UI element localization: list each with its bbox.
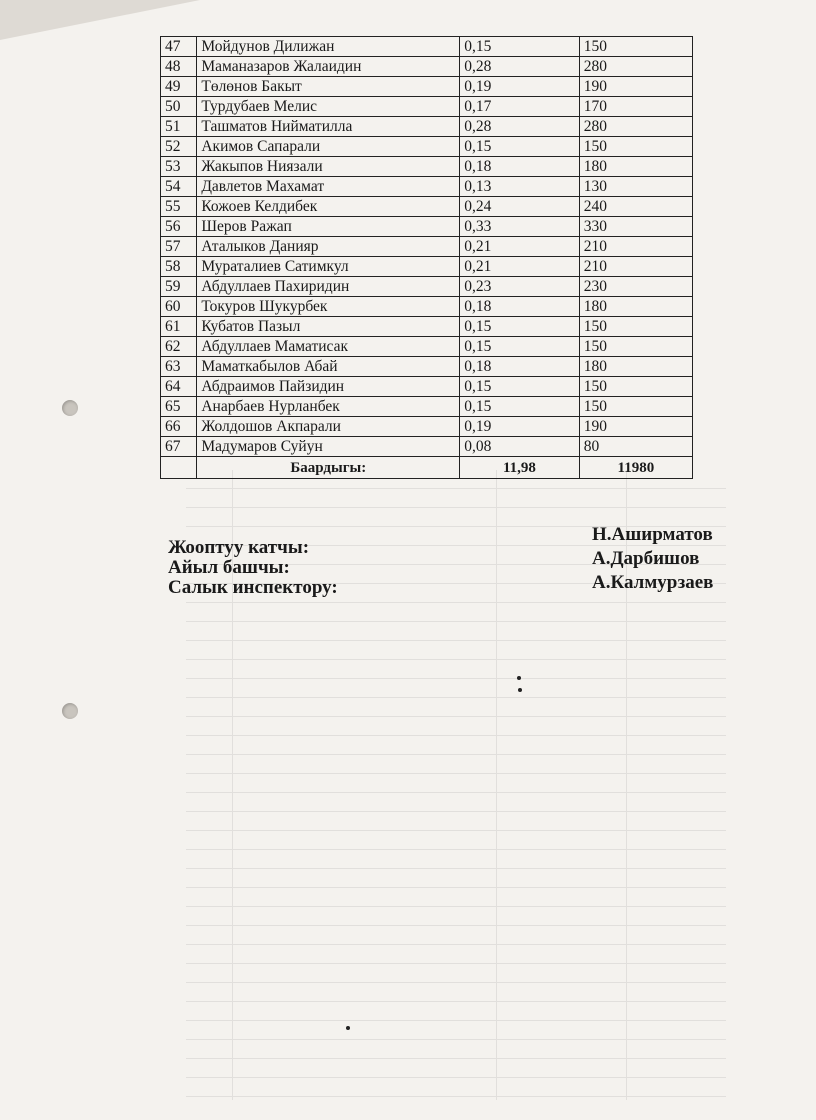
- table-row: [161, 277, 693, 297]
- ink-dot: [518, 688, 522, 692]
- name-secretary: Н.Аширматов: [592, 524, 713, 545]
- row-number: 57: [161, 237, 197, 257]
- taxpayer-name: Давлетов Махамат: [197, 177, 460, 197]
- taxpayer-name: Маманазаров Жалаидин: [197, 57, 460, 77]
- name-village-head: А.Дарбишов: [592, 548, 700, 569]
- tax-rate: 0,15: [460, 377, 579, 397]
- tax-rate: 0,21: [460, 237, 579, 257]
- row-number: 59: [161, 277, 197, 297]
- role-secretary: Жооптуу катчы:: [168, 537, 310, 558]
- total-label: Баардыгы:: [197, 457, 460, 479]
- table-row: [161, 217, 693, 237]
- signature-names: [592, 523, 713, 595]
- tax-sum: 80: [579, 437, 692, 457]
- row-number: 63: [161, 357, 197, 377]
- table-row: [161, 317, 693, 337]
- row-number: 60: [161, 297, 197, 317]
- tax-sum: 150: [579, 377, 692, 397]
- total-row: [161, 457, 693, 479]
- ink-dot: [346, 1026, 350, 1030]
- table-row: [161, 397, 693, 417]
- tax-rate: 0,08: [460, 437, 579, 457]
- table-row: [161, 417, 693, 437]
- table-row: [161, 177, 693, 197]
- row-number: 64: [161, 377, 197, 397]
- taxpayer-name: Абдуллаев Маматисак: [197, 337, 460, 357]
- ink-dot: [517, 676, 521, 680]
- tax-sum: 150: [579, 37, 692, 57]
- row-number: 53: [161, 157, 197, 177]
- taxpayer-name: Анарбаев Нурланбек: [197, 397, 460, 417]
- tax-rate: 0,18: [460, 357, 579, 377]
- tax-sum: 240: [579, 197, 692, 217]
- tax-rate: 0,15: [460, 137, 579, 157]
- tax-sum: 230: [579, 277, 692, 297]
- taxpayer-name: Шеров Ражап: [197, 217, 460, 237]
- tax-sum: 150: [579, 317, 692, 337]
- table-row: [161, 77, 693, 97]
- taxpayer-table: [160, 36, 693, 479]
- punch-hole-top: [62, 400, 78, 416]
- row-number: 52: [161, 137, 197, 157]
- table-row: [161, 197, 693, 217]
- table-row: [161, 297, 693, 317]
- row-number: 67: [161, 437, 197, 457]
- taxpayer-name: Мойдунов Дилижан: [197, 37, 460, 57]
- tax-rate: 0,15: [460, 317, 579, 337]
- row-number: 49: [161, 77, 197, 97]
- row-number: 54: [161, 177, 197, 197]
- tax-rate: 0,17: [460, 97, 579, 117]
- taxpayer-name: Аталыков Данияр: [197, 237, 460, 257]
- tax-sum: 280: [579, 57, 692, 77]
- tax-sum: 150: [579, 337, 692, 357]
- tax-rate: 0,18: [460, 297, 579, 317]
- punch-hole-bottom: [62, 703, 78, 719]
- row-number: 61: [161, 317, 197, 337]
- taxpayer-name: Жакыпов Ниязали: [197, 157, 460, 177]
- tax-rate: 0,21: [460, 257, 579, 277]
- tax-rate: 0,13: [460, 177, 579, 197]
- tax-rate: 0,33: [460, 217, 579, 237]
- tax-rate: 0,15: [460, 337, 579, 357]
- tax-sum: 210: [579, 237, 692, 257]
- taxpayer-name: Кубатов Пазыл: [197, 317, 460, 337]
- taxpayer-name: Төлөнов Бакыт: [197, 77, 460, 97]
- signature-roles: [168, 538, 338, 598]
- total-rate: 11,98: [460, 457, 579, 479]
- table-row: [161, 357, 693, 377]
- tax-sum: 150: [579, 397, 692, 417]
- row-number: 65: [161, 397, 197, 417]
- role-tax-inspector: Салык инспектору:: [168, 577, 338, 598]
- table-row: [161, 137, 693, 157]
- table-row: [161, 157, 693, 177]
- tax-rate: 0,28: [460, 117, 579, 137]
- row-number: 48: [161, 57, 197, 77]
- tax-sum: 330: [579, 217, 692, 237]
- tax-sum: 170: [579, 97, 692, 117]
- table-row: [161, 97, 693, 117]
- total-num-cell: [161, 457, 197, 479]
- tax-sum: 180: [579, 157, 692, 177]
- tax-rate: 0,15: [460, 397, 579, 417]
- table-row: [161, 57, 693, 77]
- table-row: [161, 377, 693, 397]
- table-row: [161, 117, 693, 137]
- folded-corner: [0, 0, 200, 40]
- row-number: 56: [161, 217, 197, 237]
- taxpayer-name: Жолдошов Акпарали: [197, 417, 460, 437]
- tax-sum: 130: [579, 177, 692, 197]
- row-number: 55: [161, 197, 197, 217]
- tax-sum: 280: [579, 117, 692, 137]
- taxpayer-name: Кожоев Келдибек: [197, 197, 460, 217]
- taxpayer-name: Мадумаров Суйун: [197, 437, 460, 457]
- tax-sum: 210: [579, 257, 692, 277]
- taxpayer-name: Мураталиев Сатимкул: [197, 257, 460, 277]
- taxpayer-name: Турдубаев Мелис: [197, 97, 460, 117]
- row-number: 47: [161, 37, 197, 57]
- tax-sum: 180: [579, 297, 692, 317]
- row-number: 58: [161, 257, 197, 277]
- table-row: [161, 437, 693, 457]
- tax-rate: 0,15: [460, 37, 579, 57]
- taxpayer-name: Маматкабылов Абай: [197, 357, 460, 377]
- table-row: [161, 37, 693, 57]
- tax-rate: 0,19: [460, 77, 579, 97]
- tax-sum: 150: [579, 137, 692, 157]
- name-tax-inspector: А.Калмурзаев: [592, 572, 714, 593]
- tax-rate: 0,24: [460, 197, 579, 217]
- table-row: [161, 237, 693, 257]
- taxpayer-name: Акимов Сапарали: [197, 137, 460, 157]
- row-number: 50: [161, 97, 197, 117]
- row-number: 51: [161, 117, 197, 137]
- row-number: 66: [161, 417, 197, 437]
- tax-rate: 0,18: [460, 157, 579, 177]
- tax-rate: 0,19: [460, 417, 579, 437]
- taxpayer-name: Токуров Шукурбек: [197, 297, 460, 317]
- role-village-head: Айыл башчы:: [168, 557, 290, 578]
- taxpayer-name: Абдраимов Пайзидин: [197, 377, 460, 397]
- total-sum: 11980: [579, 457, 692, 479]
- table-row: [161, 337, 693, 357]
- tax-sum: 190: [579, 77, 692, 97]
- tax-rate: 0,28: [460, 57, 579, 77]
- tax-rate: 0,23: [460, 277, 579, 297]
- row-number: 62: [161, 337, 197, 357]
- table-row: [161, 257, 693, 277]
- tax-sum: 180: [579, 357, 692, 377]
- tax-sum: 190: [579, 417, 692, 437]
- taxpayer-name: Ташматов Нийматилла: [197, 117, 460, 137]
- taxpayer-name: Абдуллаев Пахиридин: [197, 277, 460, 297]
